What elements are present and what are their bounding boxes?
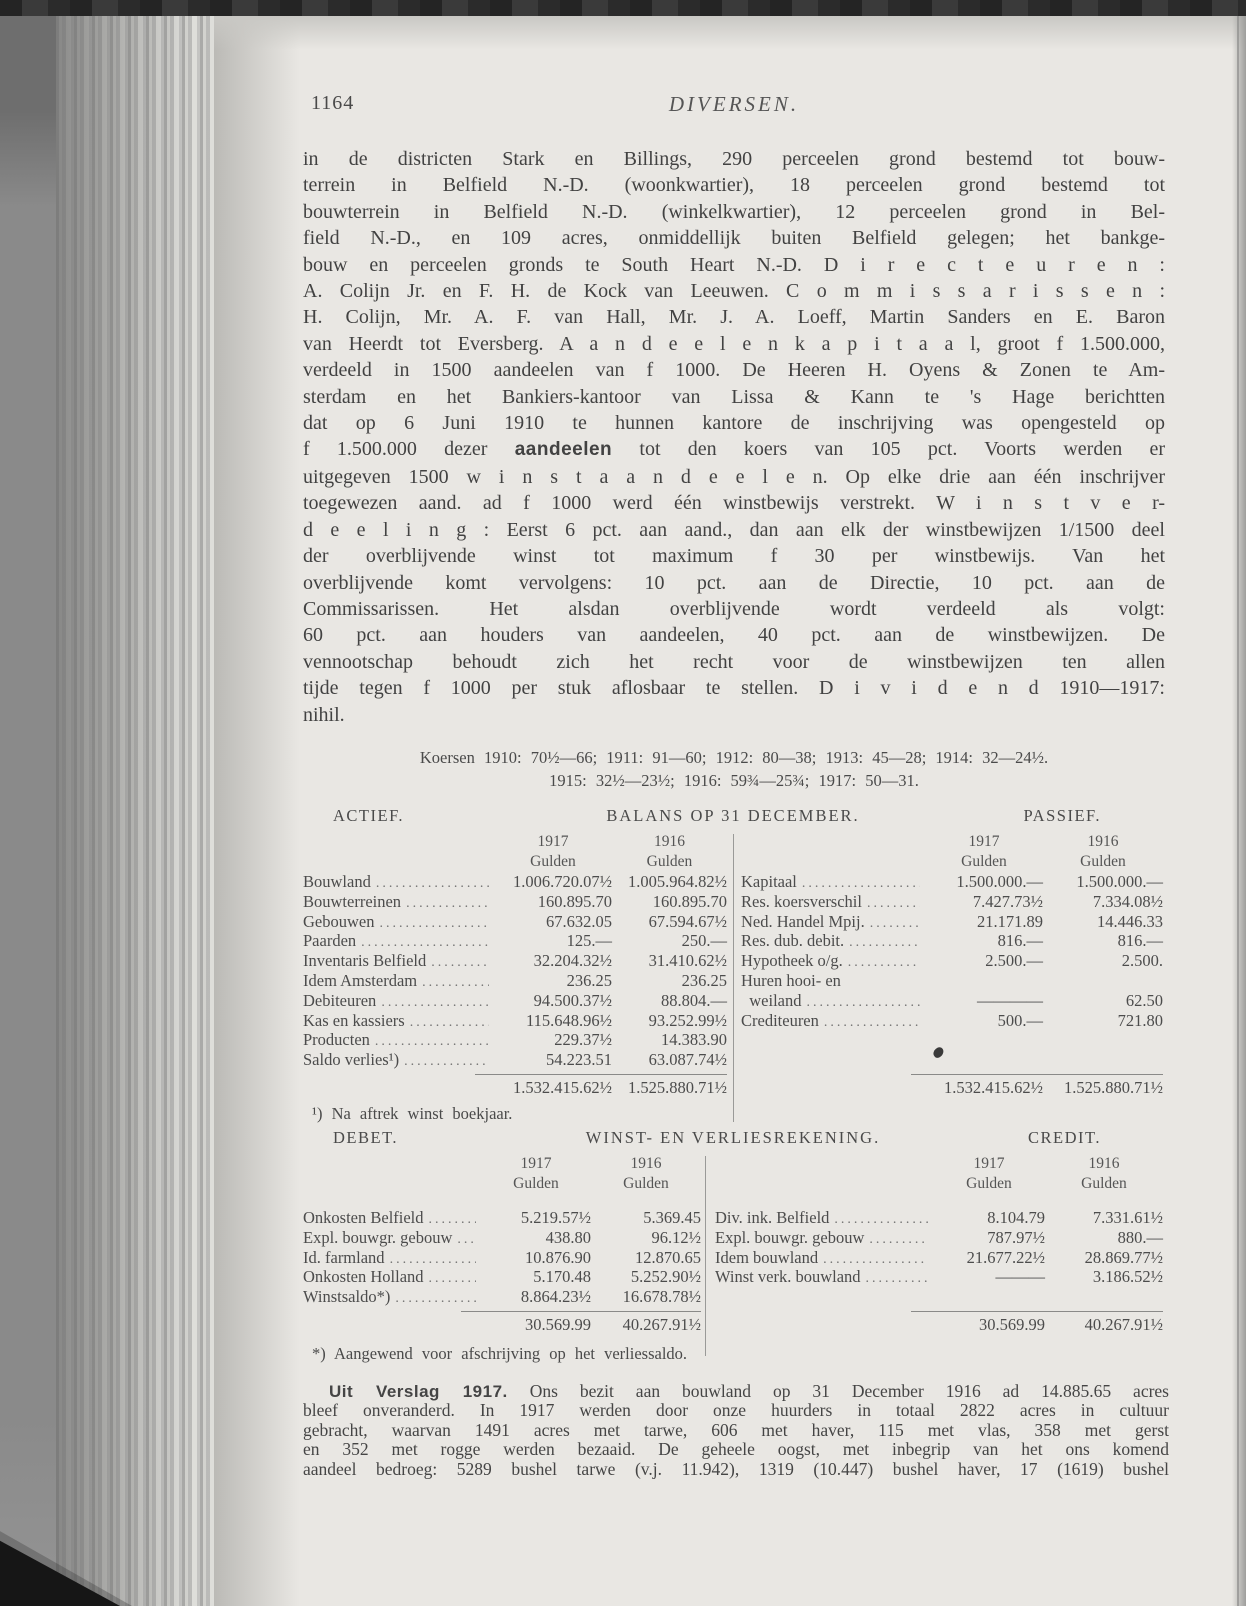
dotted-leader — [410, 1013, 489, 1033]
verslag-heading: Uit Verslag 1917. — [329, 1382, 508, 1401]
paragraph-line: der overblijvende winst tot maximum f 30 per winstbewijs. Van het — [303, 545, 1165, 568]
value-1917: 54.223.51 — [546, 1050, 612, 1070]
table-row — [303, 971, 727, 991]
year-1916: 1916 — [630, 1155, 662, 1172]
value-1916: 250.— — [681, 931, 727, 951]
table-row — [303, 1208, 701, 1228]
table-row — [741, 872, 1163, 892]
row-label: Expl. bouwgr. gebouw — [715, 1227, 865, 1247]
scan-margin-left — [0, 16, 56, 1606]
actief-column — [303, 832, 727, 1098]
table-row — [741, 1011, 1163, 1031]
row-label: Crediteuren — [741, 1010, 819, 1030]
table-divider — [705, 1156, 706, 1356]
table-row — [741, 951, 1163, 971]
value-1917: ——— — [995, 1267, 1045, 1287]
verslag-line: aandeel bedroeg: 5289 bushel tarwe (v.j. 11.942), 1319 (10.447) bushel haver, 17 (1619) bushel — [303, 1458, 1169, 1479]
total-1917: 30.569.99 — [979, 1315, 1045, 1334]
page-top-shadow — [214, 16, 1246, 50]
paragraph-line: bouw en perceelen gronds te South Heart N.-D. D i r e c t e u r e n : — [303, 253, 1165, 276]
page-right-edge-line — [1237, 16, 1239, 1606]
table-row — [741, 892, 1163, 912]
currency-label: Gulden — [513, 1175, 559, 1192]
currency-header-row — [303, 1174, 701, 1194]
value-1916: 5.252.90½ — [630, 1267, 701, 1287]
table-row — [303, 1248, 701, 1268]
page-header — [303, 92, 1165, 120]
table-row — [303, 1011, 727, 1031]
value-1917: 125.— — [566, 931, 612, 951]
row-label: Ned. Handel Mpij. — [741, 911, 865, 931]
value-1917: 8.104.79 — [987, 1208, 1045, 1227]
row-label: Idem Amsterdam — [303, 970, 418, 990]
dotted-leader — [406, 894, 489, 914]
value-1917: 67.632.05 — [546, 911, 612, 931]
table-row — [303, 931, 727, 951]
table-row — [303, 892, 727, 912]
value-1917: 438.80 — [545, 1227, 591, 1247]
value-1916: 14.446.33 — [1097, 911, 1163, 931]
table-row — [715, 1248, 1163, 1268]
currency-label: Gulden — [1081, 1175, 1127, 1192]
value-1917: 500.— — [997, 1010, 1043, 1030]
dotted-leader — [404, 1052, 489, 1072]
paragraph-line: field N.-D., en 109 acres, onmiddellijk buiten Belfield gelegen; het bankge- — [303, 227, 1165, 250]
total-rule — [911, 1311, 1163, 1312]
row-label: Huren hooi- en — [741, 970, 841, 990]
passief-rows — [741, 872, 1163, 1070]
value-1917: 1.006.720.07½ — [513, 872, 612, 891]
row-label: Kas en kassiers — [303, 1010, 405, 1030]
scan-edge-top — [0, 0, 1246, 16]
value-1917: 115.648.96½ — [525, 1010, 612, 1030]
total-1916: 1.525.880.71½ — [628, 1078, 727, 1097]
table-divider — [733, 834, 734, 1122]
table-row — [303, 912, 727, 932]
paragraph-line: Commissarissen. Het alsdan overblijvende wordt verdeeld als volgt: — [303, 597, 1165, 620]
year-header-row — [303, 1154, 701, 1174]
dotted-leader — [429, 1269, 476, 1289]
currency-header-row — [303, 852, 727, 872]
table-row — [715, 1228, 1163, 1248]
value-1916: 62.50 — [1125, 990, 1163, 1010]
currency-header-row — [741, 852, 1163, 872]
dotted-leader — [848, 953, 920, 973]
paragraph-line-with-bold — [303, 436, 1165, 463]
value-1916: 14.383.90 — [661, 1030, 727, 1050]
value-1916: 7.331.61½ — [1092, 1208, 1163, 1227]
value-1916: 96.12½ — [651, 1227, 701, 1247]
year-1917: 1917 — [520, 1155, 552, 1172]
value-1916: 12.870.65 — [635, 1247, 701, 1267]
paragraph-line: 60 pct. aan houders van aandeelen, 40 pct. aan de winstbewijzen. De — [303, 624, 1165, 647]
row-label: Kapitaal — [741, 872, 797, 891]
row-label: Onkosten Belfield — [303, 1208, 424, 1227]
winst-footnote: *) Aangewend voor afschrijving op het verliessaldo. — [312, 1344, 688, 1363]
paragraph-line: van Heerdt tot Eversberg. A a n d e e l e n k a p i t a a l, groot f 1.500.000, — [303, 332, 1165, 355]
line-text: f 1.500.000 dezer — [303, 438, 515, 461]
total-rule — [911, 1074, 1163, 1075]
value-1917: 787.97½ — [987, 1227, 1045, 1247]
total-1916: 40.267.91½ — [622, 1315, 701, 1334]
value-1917: 94.500.37½ — [533, 990, 612, 1010]
dotted-leader — [422, 973, 489, 993]
debet-total-row — [303, 1315, 701, 1335]
value-1917: 21.677.22½ — [966, 1247, 1045, 1267]
balans-footnote: ¹) Na aftrek winst boekjaar. — [312, 1104, 513, 1123]
currency-label: Gulden — [1080, 853, 1126, 870]
row-label: Idem bouwland — [715, 1247, 819, 1267]
currency-label: Gulden — [966, 1175, 1012, 1192]
total-1917: 30.569.99 — [525, 1315, 591, 1334]
paragraph-line: toegewezen aand. ad f 1000 werd één winstbewijs verstrekt. W i n s t v e r- — [303, 492, 1165, 515]
row-label: Debiteuren — [303, 990, 377, 1010]
row-label: Inventaris Belfield — [303, 951, 427, 971]
row-label: Saldo verlies¹) — [303, 1050, 400, 1070]
actief-heading: ACTIEF. — [333, 806, 405, 825]
table-row — [715, 1208, 1163, 1228]
paragraph-line: H. Colijn, Mr. A. F. van Hall, Mr. J. A. Loeff, Martin Sanders en E. Baron — [303, 306, 1165, 329]
line-text: Ons bezit aan bouwland op 31 December 1916 ad 14.885.65 acres — [507, 1381, 1169, 1401]
table-row — [715, 1267, 1163, 1287]
total-rule — [461, 1311, 701, 1312]
value-1916: 93.252.99½ — [648, 1010, 727, 1030]
currency-label: Gulden — [530, 853, 576, 870]
verslag-paragraph — [303, 1382, 1169, 1479]
value-1917: 32.204.32½ — [533, 951, 612, 971]
year-1916: 1916 — [654, 833, 685, 850]
page-gutter-shadow — [214, 16, 300, 1606]
main-paragraph — [303, 146, 1165, 728]
koersen-block — [303, 746, 1165, 792]
debet-rows — [303, 1208, 701, 1307]
row-label: weiland — [741, 990, 802, 1010]
value-1917: 5.219.57½ — [520, 1208, 591, 1227]
table-row — [741, 931, 1163, 951]
table-row — [303, 1030, 727, 1050]
credit-column — [715, 1154, 1163, 1335]
value-1916: 16.678.78½ — [622, 1287, 701, 1307]
debet-heading: DEBET. — [333, 1128, 399, 1147]
paragraph-line: verdeeld in 1500 aandeelen van f 1000. De Heeren H. Oyens & Zonen te Am- — [303, 359, 1165, 382]
value-1917: 7.427.73½ — [972, 891, 1043, 911]
paragraph-line: overblijvende komt vervolgens: 10 pct. aan de Directie, 10 pct. aan de — [303, 571, 1165, 594]
winst-title: WINST- EN VERLIESREKENING. — [585, 1128, 881, 1147]
year-header-row — [715, 1154, 1163, 1174]
value-1916: 1.500.000.— — [1076, 872, 1163, 891]
passief-total-row — [741, 1078, 1163, 1098]
row-label: Winstsaldo*) — [303, 1287, 391, 1307]
value-1916: 236.25 — [681, 970, 727, 990]
table-row — [741, 971, 1163, 991]
dotted-leader — [849, 933, 920, 953]
table-row — [303, 1267, 701, 1287]
paragraph-line: vennootschap behoudt zich het recht voor de winstbewijzen ten allen — [303, 650, 1165, 673]
page-right-shadow — [1232, 16, 1246, 1606]
winst-verlies-table — [303, 1128, 1163, 1335]
paragraph-line: nihil. — [303, 703, 345, 726]
value-1916: 1.005.964.82½ — [628, 872, 727, 891]
book-page-edges — [56, 16, 214, 1606]
row-label: Winst verk. bouwland — [715, 1267, 861, 1287]
koersen-line: Koersen 1910: 70½—66; 1911: 91—60; 1912: 80—38; 1913: 45—28; 1914: 32—24½. — [419, 748, 1049, 767]
year-1917: 1917 — [537, 833, 569, 850]
value-1916: 7.334.08½ — [1092, 891, 1163, 911]
value-1916: 28.869.77½ — [1084, 1247, 1163, 1267]
dotted-leader — [870, 914, 920, 934]
emphasized-word: aandeelen — [514, 439, 613, 461]
dotted-leader — [866, 1269, 928, 1289]
running-title: DIVERSEN. — [668, 92, 800, 116]
value-1916: 816.— — [1117, 931, 1163, 951]
paragraph-line: uitgegeven 1500 w i n s t a a n d e e l e n. Op elke drie aan één inschrijver — [303, 465, 1165, 488]
value-1917: 8.864.23½ — [520, 1287, 591, 1307]
table-row — [741, 991, 1163, 1011]
dotted-leader — [869, 1230, 928, 1250]
verslag-line: bleef onveranderd. In 1917 werden door onze huurders in totaal 2822 acres in cultuur — [303, 1400, 1169, 1421]
currency-label: Gulden — [646, 853, 693, 870]
value-1916: 67.594.67½ — [648, 911, 727, 931]
row-label: Paarden — [303, 931, 357, 951]
row-label: Hypotheek o/g. — [741, 951, 843, 971]
row-label: Producten — [303, 1030, 370, 1050]
row-label: Gebouwen — [303, 911, 375, 931]
table-row — [303, 991, 727, 1011]
table-row — [303, 872, 727, 892]
debet-column — [303, 1154, 701, 1335]
year-header-row — [303, 832, 727, 852]
total-1917: 1.532.415.62½ — [513, 1078, 612, 1097]
row-label: Bouwland — [303, 872, 371, 891]
dotted-leader — [379, 914, 489, 934]
currency-label: Gulden — [961, 853, 1007, 870]
value-1916: 5.369.45 — [643, 1208, 701, 1227]
paragraph-line: bouwterrein in Belfield N.-D. (winkelkwartier), 12 perceelen grond in Bel- — [303, 200, 1165, 223]
line-text: tot den koers van 105 pct. Voorts werden er — [612, 438, 1165, 461]
row-label: Res. dub. debit. — [741, 931, 845, 951]
koersen-line: 1915: 32½—23½; 1916: 59¾—25¾; 1917: 50—31. — [549, 771, 919, 790]
value-1917: 5.170.48 — [533, 1267, 591, 1287]
currency-label: Gulden — [623, 1175, 669, 1192]
row-label: Div. ink. Belfield — [715, 1208, 830, 1227]
value-1917: 160.895.70 — [537, 891, 612, 911]
value-1917: 236.25 — [566, 970, 612, 990]
value-1916: 31.410.62½ — [648, 951, 727, 971]
dotted-leader — [824, 1013, 920, 1033]
year-1917: 1917 — [973, 1155, 1005, 1172]
value-1917: 229.37½ — [554, 1030, 612, 1050]
value-1916: 160.895.70 — [652, 891, 727, 911]
row-label: Res. koersverschil — [741, 891, 862, 911]
value-1916: 2.500. — [1121, 951, 1163, 971]
verslag-line: gebracht, waarvan 1491 acres met tarwe, 606 met haver, 115 met vlas, 358 met gerst — [303, 1419, 1169, 1440]
table-row — [303, 1287, 701, 1307]
table-row — [303, 1228, 701, 1248]
value-1917: 10.876.90 — [525, 1247, 591, 1267]
paragraph-line: in de districten Stark en Billings, 290 perceelen grond bestemd tot bouw- — [303, 148, 1165, 170]
actief-total-row — [303, 1078, 727, 1098]
dotted-leader — [457, 1230, 476, 1250]
passief-heading: PASSIEF. — [1023, 806, 1101, 825]
verslag-line-with-heading — [303, 1382, 1169, 1401]
value-1916: 721.80 — [1117, 1010, 1163, 1030]
paragraph-line: A. Colijn Jr. en F. H. de Kock van Leeuwen. C o m m i s s a r i s s e n : — [303, 280, 1165, 303]
verslag-line: en 352 met rogge werden bezaaid. De geheele oogst, met inbegrip van het ons komend — [303, 1439, 1169, 1460]
dotted-leader — [867, 894, 920, 914]
dotted-leader — [395, 1289, 476, 1309]
total-1917: 1.532.415.62½ — [944, 1078, 1043, 1097]
year-1917: 1917 — [968, 833, 1000, 850]
paragraph-line: d e e l i n g : Eerst 6 pct. aan aand., dan aan elk der winstbewijzen 1/1500 deel — [303, 518, 1165, 541]
total-1916: 40.267.91½ — [1084, 1315, 1163, 1334]
row-label: Expl. bouwgr. gebouw — [303, 1227, 453, 1247]
actief-rows — [303, 872, 727, 1070]
currency-header-row — [715, 1174, 1163, 1194]
row-label: Id. farmland — [303, 1247, 385, 1267]
credit-total-row — [715, 1315, 1163, 1335]
paragraph-line: tijde tegen f 1000 per stuk aflosbaar te stellen. D i v i d e n d 1910—1917: — [303, 677, 1165, 700]
paragraph-line: terrein in Belfield N.-D. (woonkwartier), 18 perceelen grond bestemd tot — [303, 174, 1165, 197]
table-row — [303, 951, 727, 971]
dotted-leader — [431, 953, 489, 973]
passief-column — [741, 832, 1163, 1098]
table-row — [741, 912, 1163, 932]
balans-header — [303, 806, 1163, 832]
value-1917: 816.— — [997, 931, 1043, 951]
value-1917: 1.500.000.— — [956, 872, 1043, 891]
total-1916: 1.525.880.71½ — [1064, 1078, 1163, 1097]
total-rule — [475, 1074, 727, 1075]
year-1916: 1916 — [1087, 833, 1119, 850]
balans-title: BALANS OP 31 DECEMBER. — [606, 806, 860, 825]
dotted-leader — [806, 993, 920, 1013]
credit-heading: CREDIT. — [1028, 1128, 1101, 1147]
paragraph-line: dat op 6 Juni 1910 te hunnen kantore de inschrijving was opengesteld op — [303, 412, 1165, 435]
value-1917: ———— — [977, 990, 1043, 1010]
table-row — [303, 1050, 727, 1070]
credit-rows — [715, 1208, 1163, 1307]
row-label: Bouwterreinen — [303, 891, 402, 911]
value-1916: 3.186.52½ — [1092, 1267, 1163, 1287]
value-1916: 880.— — [1117, 1227, 1163, 1247]
value-1916: 63.087.74½ — [648, 1050, 727, 1070]
value-1916: 88.804.— — [661, 990, 727, 1010]
year-1916: 1916 — [1088, 1155, 1120, 1172]
value-1917: 2.500.— — [985, 951, 1043, 971]
page-number: 1164 — [311, 92, 355, 114]
year-header-row — [741, 832, 1163, 852]
winst-header — [303, 1128, 1163, 1154]
balans-table — [303, 806, 1163, 1098]
value-1917: 21.171.89 — [977, 911, 1043, 931]
paragraph-line: sterdam en het Bankiers-kantoor van Lissa & Kann te 's Hage berichtten — [303, 385, 1165, 408]
row-label: Onkosten Holland — [303, 1267, 424, 1287]
